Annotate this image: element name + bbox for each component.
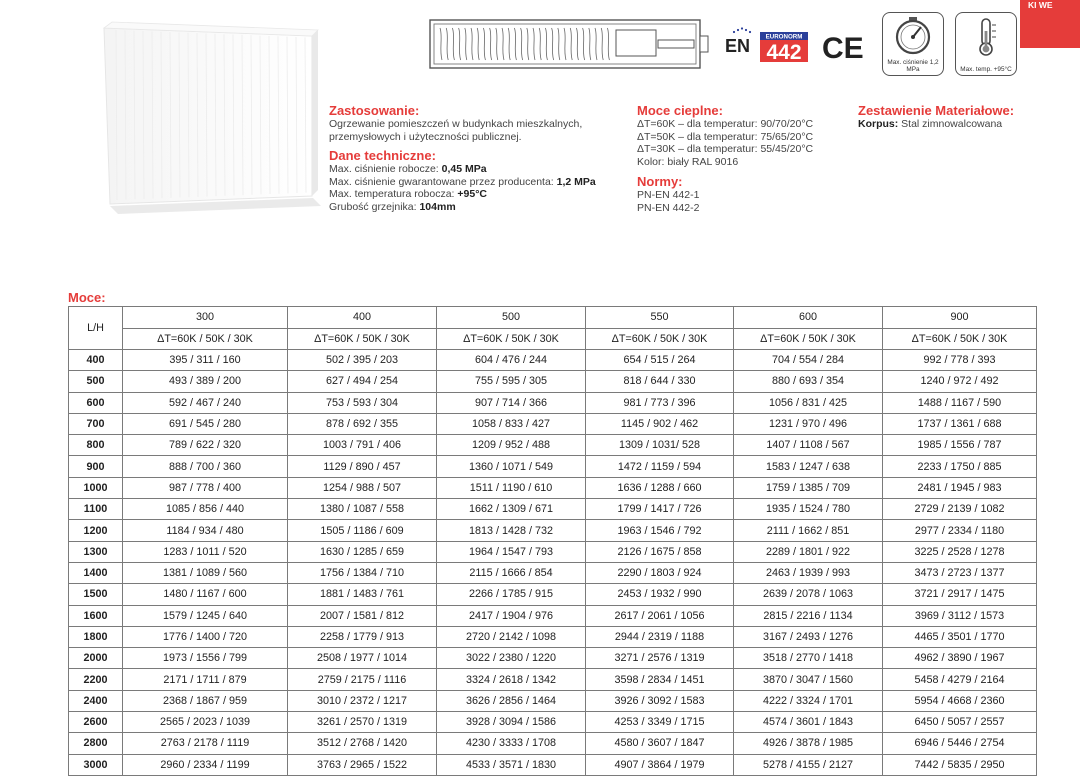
power-value-cell: 1963 / 1546 / 792 [586,520,734,541]
power-value-cell: 4253 / 3349 / 1715 [586,712,734,733]
power-value-cell: 3324 / 2618 / 1342 [437,669,586,690]
power-value-cell: 1799 / 1417 / 726 [586,499,734,520]
length-cell: 2800 [69,733,123,754]
norm-line: PN-EN 442-2 [637,201,700,214]
length-cell: 700 [69,413,123,434]
length-cell: 1400 [69,562,123,583]
height-header: 900 [883,307,1037,329]
power-value-cell: 1583 / 1247 / 638 [734,456,883,477]
power-value-cell: 1636 / 1288 / 660 [586,477,734,498]
power-value-cell: 4533 / 3571 / 1830 [437,754,586,775]
power-value-cell: 3512 / 2768 / 1420 [288,733,437,754]
thermal-power-heading: Moce cieplne: [637,103,723,118]
power-value-cell: 1505 / 1186 / 609 [288,520,437,541]
power-value-cell: 2115 / 1666 / 854 [437,562,586,583]
table-row [69,413,1037,434]
euronorm-text: EURONORM [765,33,803,41]
power-table-title: Moce: [68,290,106,305]
power-value-cell: 3167 / 2493 / 1276 [734,626,883,647]
table-row [69,648,1037,669]
spec-line: Max. ciśnienie robocze: 0,45 MPa [329,163,487,176]
power-value-cell: 1240 / 972 / 492 [883,371,1037,392]
power-value-cell: 654 / 515 / 264 [586,350,734,371]
length-cell: 900 [69,456,123,477]
radiator-side-view [428,16,710,72]
table-row [69,605,1037,626]
power-value-cell: 2171 / 1711 / 879 [123,669,288,690]
table-row [69,499,1037,520]
power-value-cell: 4926 / 3878 / 1985 [734,733,883,754]
power-table [68,306,1037,776]
power-value-cell: 2481 / 1945 / 983 [883,477,1037,498]
length-cell: 1500 [69,584,123,605]
power-value-cell: 3518 / 2770 / 1418 [734,648,883,669]
power-value-cell: 3261 / 2570 / 1319 [288,712,437,733]
power-value-cell: 2759 / 2175 / 1116 [288,669,437,690]
power-value-cell: 2977 / 2334 / 1180 [883,520,1037,541]
en-logo-text: EN [725,36,751,56]
power-value-cell: 907 / 714 / 366 [437,392,586,413]
side-category-tab [1020,0,1080,48]
color-line: Kolor: biały RAL 9016 [637,155,739,168]
delta-t-subheader: ΔT=60K / 50K / 30K [734,328,883,350]
power-value-cell: 493 / 389 / 200 [123,371,288,392]
power-value-cell: 2815 / 2216 / 1134 [734,605,883,626]
ce-mark-logo [820,30,868,64]
power-value-cell: 1776 / 1400 / 720 [123,626,288,647]
radiator-product-image [98,20,323,220]
power-value-cell: 627 / 494 / 254 [288,371,437,392]
power-value-cell: 3271 / 2576 / 1319 [586,648,734,669]
thermal-power-section [637,103,847,215]
power-value-cell: 2266 / 1785 / 915 [437,584,586,605]
power-value-cell: 1480 / 1167 / 600 [123,584,288,605]
length-cell: 2200 [69,669,123,690]
power-value-cell: 1630 / 1285 / 659 [288,541,437,562]
power-value-cell: 6946 / 5446 / 2754 [883,733,1037,754]
thermometer-icon [956,13,1016,59]
power-value-cell: 704 / 554 / 284 [734,350,883,371]
power-value-cell: 3473 / 2723 / 1377 [883,562,1037,583]
length-cell: 1100 [69,499,123,520]
table-row [69,712,1037,733]
power-value-cell: 1360 / 1071 / 549 [437,456,586,477]
table-row [69,392,1037,413]
spec-line: Max. temperatura robocza: +95°C [329,188,487,201]
power-value-cell: 1145 / 902 / 462 [586,413,734,434]
usage-line: przemysłowych i użyteczności publicznej. [329,130,522,143]
norm-number-text: 442 [766,41,802,64]
pressure-badge-label: Max. ciśnienie 1,2 MPa [887,59,939,73]
spec-line: Grubość grzejnika: 104mm [329,200,456,213]
power-value-cell: 1737 / 1361 / 688 [883,413,1037,434]
length-cell: 2600 [69,712,123,733]
power-value-cell: 1058 / 833 / 427 [437,413,586,434]
height-header: 400 [288,307,437,329]
power-value-cell: 789 / 622 / 320 [123,435,288,456]
length-cell: 1800 [69,626,123,647]
length-cell: 2000 [69,648,123,669]
power-value-cell: 987 / 778 / 400 [123,477,288,498]
power-value-cell: 2729 / 2139 / 1082 [883,499,1037,520]
power-value-cell: 2453 / 1932 / 990 [586,584,734,605]
delta-t-subheader: ΔT=60K / 50K / 30K [123,328,288,350]
power-value-cell: 878 / 692 / 355 [288,413,437,434]
table-row [69,562,1037,583]
usage-and-specs-section [329,103,629,214]
delta-t-subheader: ΔT=60K / 50K / 30K [883,328,1037,350]
power-value-cell: 2944 / 2319 / 1188 [586,626,734,647]
power-value-cell: 3598 / 2834 / 1451 [586,669,734,690]
power-value-cell: 2565 / 2023 / 1039 [123,712,288,733]
power-value-cell: 1407 / 1108 / 567 [734,435,883,456]
power-value-cell: 691 / 545 / 280 [123,413,288,434]
power-value-cell: 1973 / 1556 / 799 [123,648,288,669]
norms-heading: Normy: [637,174,683,190]
table-row [69,584,1037,605]
power-value-cell: 1881 / 1483 / 761 [288,584,437,605]
power-value-cell: 2233 / 1750 / 885 [883,456,1037,477]
power-value-cell: 3926 / 3092 / 1583 [586,690,734,711]
length-cell: 800 [69,435,123,456]
power-value-cell: 818 / 644 / 330 [586,371,734,392]
table-row [69,541,1037,562]
length-cell: 1200 [69,520,123,541]
power-value-cell: 5458 / 4279 / 2164 [883,669,1037,690]
table-row [69,754,1037,775]
power-value-cell: 3928 / 3094 / 1586 [437,712,586,733]
materials-section [858,103,1058,131]
power-value-cell: 1003 / 791 / 406 [288,435,437,456]
power-value-cell: 1381 / 1089 / 560 [123,562,288,583]
power-value-cell: 3763 / 2965 / 1522 [288,754,437,775]
power-value-cell: 3022 / 2380 / 1220 [437,648,586,669]
usage-heading: Zastosowanie: [329,103,420,118]
power-value-cell: 1254 / 988 / 507 [288,477,437,498]
power-value-cell: 3010 / 2372 / 1217 [288,690,437,711]
power-value-cell: 2720 / 2142 / 1098 [437,626,586,647]
power-value-cell: 592 / 467 / 240 [123,392,288,413]
power-value-cell: 1309 / 1031/ 528 [586,435,734,456]
power-value-cell: 753 / 593 / 304 [288,392,437,413]
power-value-cell: 1056 / 831 / 425 [734,392,883,413]
power-value-cell: 1579 / 1245 / 640 [123,605,288,626]
specs-heading: Dane techniczne: [329,148,436,164]
length-cell: 1300 [69,541,123,562]
delta-t-subheader: ΔT=60K / 50K / 30K [437,328,586,350]
power-value-cell: 1209 / 952 / 488 [437,435,586,456]
table-row [69,477,1037,498]
pressure-badge [882,12,944,76]
norm-line: PN-EN 442-1 [637,189,700,202]
power-value-cell: 1935 / 1524 / 780 [734,499,883,520]
power-value-cell: 2960 / 2334 / 1199 [123,754,288,775]
power-value-cell: 4230 / 3333 / 1708 [437,733,586,754]
power-value-cell: 2617 / 2061 / 1056 [586,605,734,626]
thermal-power-line: ΔT=60K – dla temperatur: 90/70/20°C [637,118,814,130]
power-value-cell: 395 / 311 / 160 [123,350,288,371]
power-value-cell: 3225 / 2528 / 1278 [883,541,1037,562]
power-value-cell: 2763 / 2178 / 1119 [123,733,288,754]
thermal-power-line: ΔT=50K – dla temperatur: 75/65/20°C [637,130,814,143]
corner-header: L/H [69,307,123,350]
spec-line: Max. ciśnienie gwarantowane przez producenta: 1,2 MPa [329,175,596,188]
power-value-cell: 1964 / 1547 / 793 [437,541,586,562]
power-value-cell: 2289 / 1801 / 922 [734,541,883,562]
power-table-body [69,350,1037,776]
ce-logo-text: CE [822,32,864,64]
table-row [69,456,1037,477]
power-value-cell: 1511 / 1190 / 610 [437,477,586,498]
en-442-logo [722,26,812,66]
thermal-power-line: ΔT=30K – dla temperatur: 55/45/20°C [637,143,814,156]
power-value-cell: 1231 / 970 / 496 [734,413,883,434]
power-value-cell: 5954 / 4668 / 2360 [883,690,1037,711]
power-value-cell: 2368 / 1867 / 959 [123,690,288,711]
table-row [69,669,1037,690]
power-value-cell: 4907 / 3864 / 1979 [586,754,734,775]
power-value-cell: 2111 / 1662 / 851 [734,520,883,541]
power-value-cell: 2290 / 1803 / 924 [586,562,734,583]
power-value-cell: 4574 / 3601 / 1843 [734,712,883,733]
power-value-cell: 1129 / 890 / 457 [288,456,437,477]
table-row [69,520,1037,541]
power-value-cell: 1756 / 1384 / 710 [288,562,437,583]
power-value-cell: 604 / 476 / 244 [437,350,586,371]
materials-heading: Zestawienie Materiałowe: [858,103,1015,118]
height-header: 500 [437,307,586,329]
material-line: Korpus: Stal zimnowalcowana [858,118,1003,130]
table-row [69,371,1037,392]
power-value-cell: 3721 / 2917 / 1475 [883,584,1037,605]
power-value-cell: 6450 / 5057 / 2557 [883,712,1037,733]
power-value-cell: 2639 / 2078 / 1063 [734,584,883,605]
power-value-cell: 1184 / 934 / 480 [123,520,288,541]
length-cell: 400 [69,350,123,371]
power-value-cell: 3870 / 3047 / 1560 [734,669,883,690]
power-value-cell: 1985 / 1556 / 787 [883,435,1037,456]
length-cell: 1600 [69,605,123,626]
power-value-cell: 2007 / 1581 / 812 [288,605,437,626]
table-row [69,690,1037,711]
height-header: 600 [734,307,883,329]
length-cell: 2400 [69,690,123,711]
power-value-cell: 1488 / 1167 / 590 [883,392,1037,413]
table-row [69,733,1037,754]
power-value-cell: 2417 / 1904 / 976 [437,605,586,626]
delta-t-subheader: ΔT=60K / 50K / 30K [288,328,437,350]
table-row [69,626,1037,647]
table-row [69,350,1037,371]
power-value-cell: 3969 / 3112 / 1573 [883,605,1037,626]
usage-line: Ogrzewanie pomieszczeń w budynkach mieszkalnych, [329,118,583,130]
power-value-cell: 1380 / 1087 / 558 [288,499,437,520]
power-value-cell: 1085 / 856 / 440 [123,499,288,520]
power-value-cell: 502 / 395 / 203 [288,350,437,371]
length-cell: 3000 [69,754,123,775]
power-value-cell: 1472 / 1159 / 594 [586,456,734,477]
power-value-cell: 992 / 778 / 393 [883,350,1037,371]
height-header: 300 [123,307,288,329]
delta-t-subheader: ΔT=60K / 50K / 30K [586,328,734,350]
power-value-cell: 2258 / 1779 / 913 [288,626,437,647]
pressure-gauge-icon [883,13,943,59]
power-value-cell: 880 / 693 / 354 [734,371,883,392]
temperature-badge-label: Max. temp. +95°C [960,66,1012,73]
power-value-cell: 3626 / 2856 / 1464 [437,690,586,711]
power-value-cell: 888 / 700 / 360 [123,456,288,477]
power-value-cell: 755 / 595 / 305 [437,371,586,392]
side-category-tab-text: KI WE [1028,0,1053,10]
temperature-badge [955,12,1017,76]
power-value-cell: 1813 / 1428 / 732 [437,520,586,541]
power-value-cell: 4962 / 3890 / 1967 [883,648,1037,669]
power-value-cell: 2508 / 1977 / 1014 [288,648,437,669]
length-cell: 500 [69,371,123,392]
table-row [69,435,1037,456]
power-value-cell: 4580 / 3607 / 1847 [586,733,734,754]
length-cell: 1000 [69,477,123,498]
height-header: 550 [586,307,734,329]
power-value-cell: 5278 / 4155 / 2127 [734,754,883,775]
length-cell: 600 [69,392,123,413]
power-value-cell: 4465 / 3501 / 1770 [883,626,1037,647]
power-value-cell: 1662 / 1309 / 671 [437,499,586,520]
power-value-cell: 981 / 773 / 396 [586,392,734,413]
power-value-cell: 2126 / 1675 / 858 [586,541,734,562]
power-value-cell: 7442 / 5835 / 2950 [883,754,1037,775]
power-value-cell: 1283 / 1011 / 520 [123,541,288,562]
power-value-cell: 4222 / 3324 / 1701 [734,690,883,711]
power-value-cell: 1759 / 1385 / 709 [734,477,883,498]
power-value-cell: 2463 / 1939 / 993 [734,562,883,583]
